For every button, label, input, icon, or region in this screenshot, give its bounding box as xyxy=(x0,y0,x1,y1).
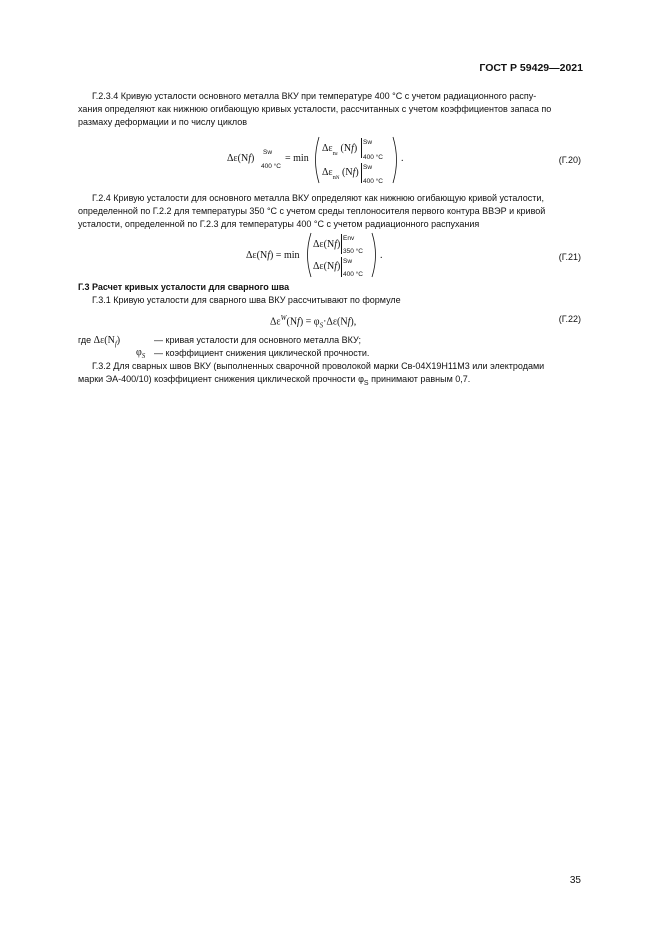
paragraph-line: Г.2.4 Кривую усталости для основного металла ВКУ определяют как нижнюю огибающую кривой усталости, xyxy=(92,193,544,203)
formula-g20-number: (Г.20) xyxy=(558,155,581,165)
formula-g21-row1: Δε(Nf) xyxy=(313,239,341,250)
paragraph-g31: Г.3.1 Кривую усталости для сварного шва ВКУ рассчитывают по формуле xyxy=(92,295,401,305)
formula-g21-end: . xyxy=(380,250,383,261)
legend-where: где $\Delta\varepsilon(N_f)$ xyxy=(78,335,121,348)
formula-g21-row2-temp: 400 °C xyxy=(343,271,363,278)
paragraph-line: Г.3.2 Для сварных швов ВКУ (выполненных сварочной проволокой марки Св-04Х19Н11М3 или электродами xyxy=(92,361,545,371)
paragraph-g234 xyxy=(78,90,583,103)
paragraph-line: усталости, определенной по Г.2.3 для температуры 400 °С с учетом радиационного распухания xyxy=(78,219,480,229)
formula-g21-row2: Δε(Nf) xyxy=(313,261,341,272)
legend-symbol-1: $\Delta\varepsilon(N_f)$ xyxy=(93,335,121,348)
formula-g20-row2-sup: Sw xyxy=(363,164,373,171)
formula-g21-row2-bar xyxy=(341,257,342,277)
formula-g22: $\Delta\varepsilon^W(Nf) = \varphi_S\cdot\Delta\varepsilon(Nf)$, xyxy=(270,314,357,330)
formula-g20-row2-bar xyxy=(361,163,362,183)
formula-g21-row1-sup: Env xyxy=(343,235,355,242)
formula-g21-row1-bar xyxy=(341,234,342,254)
formula-g21-left-paren xyxy=(303,232,313,278)
formula-g20-lhs: Δε(Nf) xyxy=(227,153,255,164)
legend-description-2: — коэффициент снижения циклической прочности. xyxy=(154,348,370,358)
formula-g20-min: = min xyxy=(285,153,309,164)
formula-g21-number: (Г.21) xyxy=(558,252,581,262)
formula-g20-row2-temp: 400 °C xyxy=(363,178,383,185)
formula-g20-row1-sup: Sw xyxy=(363,139,373,146)
paragraph-line: Г.2.3.4 Кривую усталости основного металла ВКУ при температуре 400 °С с учетом радиационного распу- xyxy=(92,91,537,101)
formula-g20-lhs-sup: Sw xyxy=(263,149,273,156)
document-id: ГОСТ Р 59429—2021 xyxy=(479,62,583,74)
paragraph-line: определенной по Г.2.2 для температуры 350 °С с учетом среды теплоносителя первого контура ВВЭР и кривой xyxy=(78,206,546,216)
formula-g20-row1-temp: 400 °C xyxy=(363,154,383,161)
legend-description-1: — кривая усталости для основного металла ВКУ; xyxy=(154,335,361,345)
legend-symbol-2: $\varphi_S$ xyxy=(136,347,146,360)
formula-g20-end: . xyxy=(401,153,404,164)
formula-g21-right-paren xyxy=(370,232,380,278)
formula-g20-left-paren xyxy=(311,136,321,184)
formula-g21-row2-sup: Sw xyxy=(343,258,353,265)
formula-g21-lhs: Δε(Nf) = min xyxy=(246,250,300,261)
page-number: 35 xyxy=(569,875,581,886)
paragraph-g32-line2: марки ЭА-400/10) коэффициент снижения циклической прочности $\varphi_S$ принимают равным 0,7. xyxy=(78,374,471,387)
formula-g22-number: (Г.22) xyxy=(558,314,581,324)
formula-g20-row2: $\Delta\varepsilon_{nN}$ (Nf) xyxy=(322,167,359,181)
formula-g20-right-paren xyxy=(391,136,401,184)
formula-g20-lhs-sub: 400 °C xyxy=(261,163,281,170)
paragraph-line: хания определяют как нижнюю огибающую кривых усталости, рассчитанных с учетом коэффициентов запаса по xyxy=(78,104,552,114)
formula-g20-row1: $\Delta\varepsilon_{n\varepsilon}$ (Nf) xyxy=(322,143,358,157)
formula-g21-row1-temp: 350 °C xyxy=(343,248,363,255)
section-title: Г.3 Расчет кривых усталости для сварного шва xyxy=(78,282,290,292)
formula-g20-row1-bar xyxy=(361,138,362,158)
paragraph-line: размаху деформации и по числу циклов xyxy=(78,117,248,127)
